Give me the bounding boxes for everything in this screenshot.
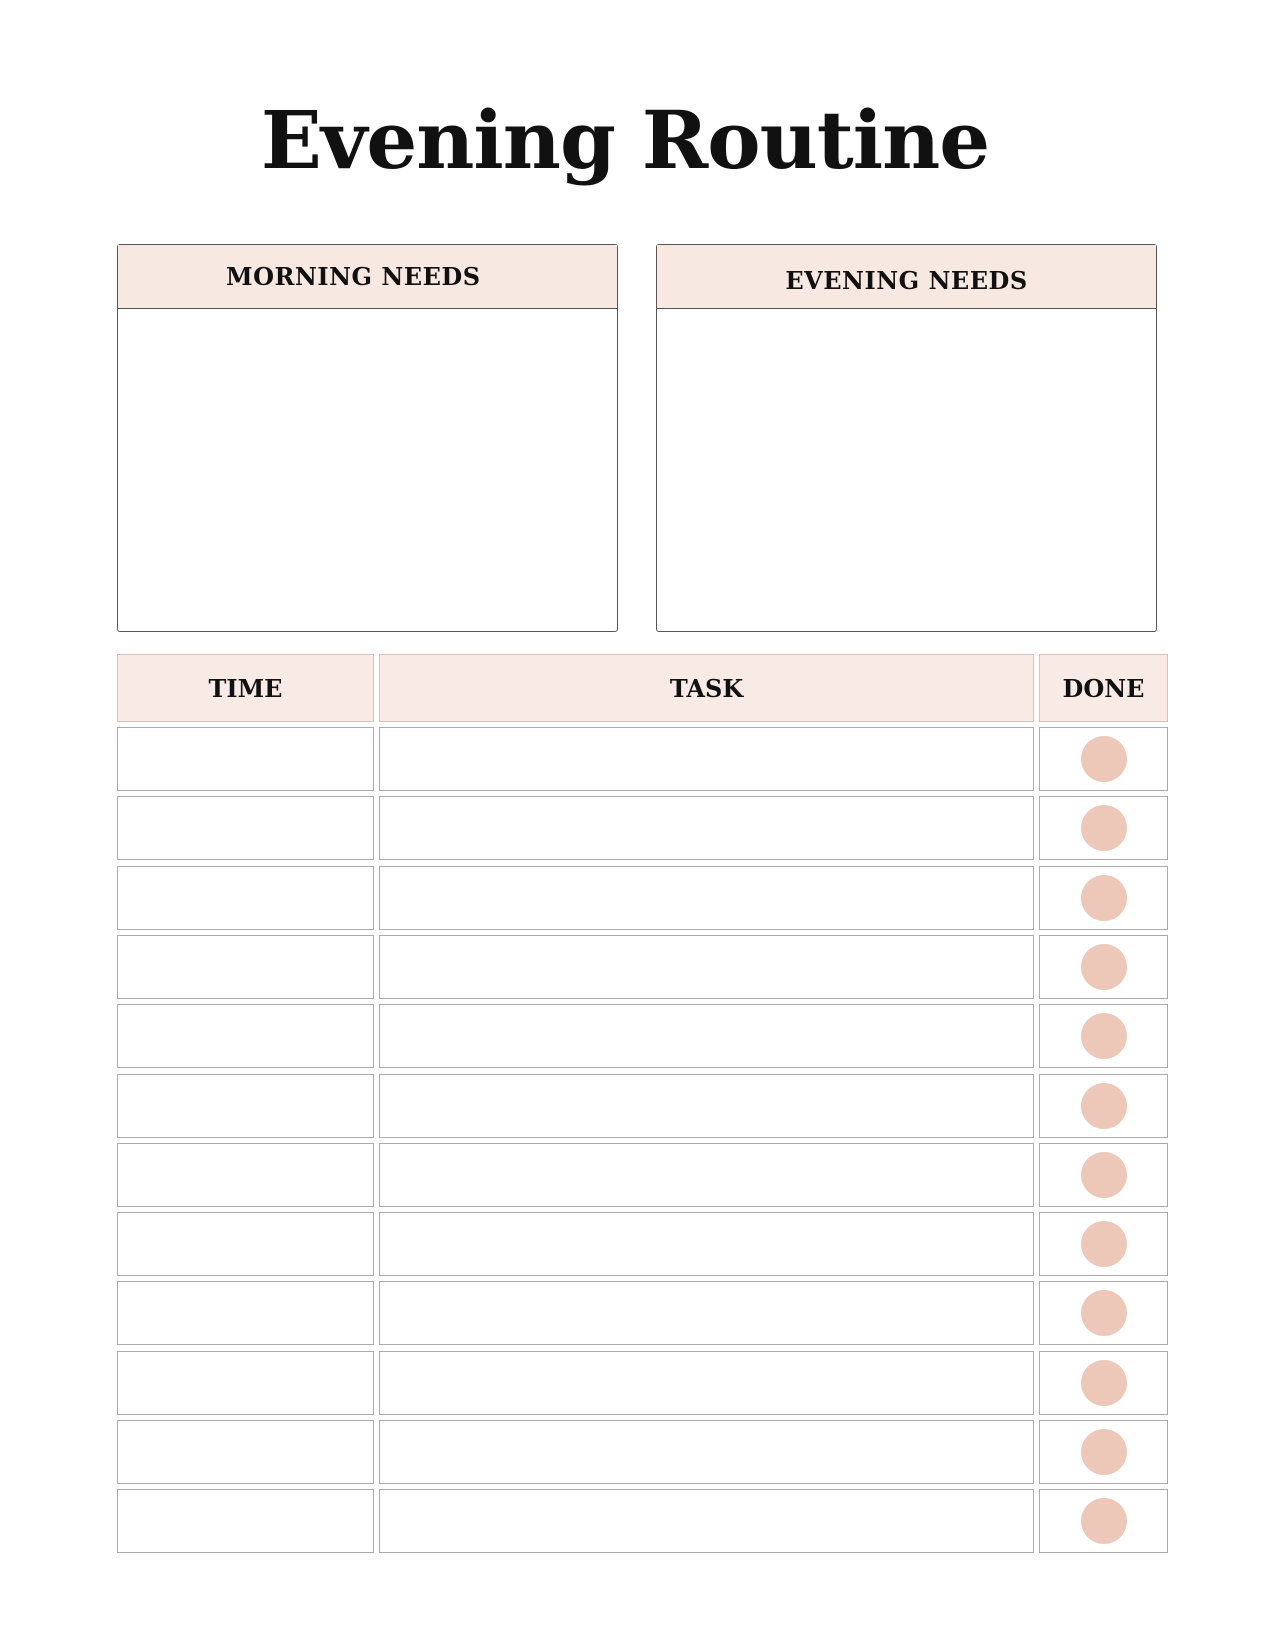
- done-checkbox[interactable]: [1081, 1498, 1127, 1544]
- done-checkbox[interactable]: [1081, 1013, 1127, 1059]
- task-cell[interactable]: [379, 796, 1034, 860]
- done-cell[interactable]: [1039, 727, 1168, 791]
- time-cell[interactable]: [117, 1281, 374, 1345]
- done-cell[interactable]: [1039, 1074, 1168, 1138]
- done-checkbox[interactable]: [1081, 1083, 1127, 1129]
- done-cell[interactable]: [1039, 1420, 1168, 1484]
- done-checkbox[interactable]: [1081, 1152, 1127, 1198]
- done-cell[interactable]: [1039, 1351, 1168, 1415]
- done-cell[interactable]: [1039, 1489, 1168, 1553]
- task-cell[interactable]: [379, 1143, 1034, 1207]
- time-cell[interactable]: [117, 866, 374, 930]
- time-column-header: TIME: [117, 654, 374, 722]
- done-cell[interactable]: [1039, 1281, 1168, 1345]
- morning-needs-box: [117, 244, 618, 632]
- task-cell[interactable]: [379, 1212, 1034, 1276]
- done-checkbox[interactable]: [1081, 1429, 1127, 1475]
- task-cell[interactable]: [379, 866, 1034, 930]
- time-cell[interactable]: [117, 935, 374, 999]
- time-cell[interactable]: [117, 1420, 374, 1484]
- morning-needs-label: MORNING NEEDS: [118, 245, 617, 309]
- time-cell[interactable]: [117, 1351, 374, 1415]
- done-column-header: DONE: [1039, 654, 1168, 722]
- evening-needs-label: EVENING NEEDS: [657, 245, 1156, 309]
- task-cell[interactable]: [379, 1004, 1034, 1068]
- evening-needs-box: [656, 244, 1157, 632]
- task-cell[interactable]: [379, 1074, 1034, 1138]
- done-checkbox[interactable]: [1081, 944, 1127, 990]
- morning-needs-area[interactable]: [118, 309, 617, 631]
- done-cell[interactable]: [1039, 796, 1168, 860]
- done-cell[interactable]: [1039, 935, 1168, 999]
- time-cell[interactable]: [117, 1143, 374, 1207]
- done-cell[interactable]: [1039, 866, 1168, 930]
- done-cell[interactable]: [1039, 1004, 1168, 1068]
- done-checkbox[interactable]: [1081, 736, 1127, 782]
- time-cell[interactable]: [117, 1489, 374, 1553]
- time-cell[interactable]: [117, 796, 374, 860]
- task-cell[interactable]: [379, 935, 1034, 999]
- task-cell[interactable]: [379, 1489, 1034, 1553]
- time-cell[interactable]: [117, 1004, 374, 1068]
- task-cell[interactable]: [379, 1420, 1034, 1484]
- done-cell[interactable]: [1039, 1212, 1168, 1276]
- done-checkbox[interactable]: [1081, 805, 1127, 851]
- done-checkbox[interactable]: [1081, 1290, 1127, 1336]
- page-title: Evening Routine: [260, 93, 990, 187]
- done-checkbox[interactable]: [1081, 875, 1127, 921]
- done-checkbox[interactable]: [1081, 1360, 1127, 1406]
- time-cell[interactable]: [117, 727, 374, 791]
- evening-needs-area[interactable]: [657, 309, 1156, 631]
- task-column-header: TASK: [379, 654, 1034, 722]
- time-cell[interactable]: [117, 1212, 374, 1276]
- task-cell[interactable]: [379, 1351, 1034, 1415]
- task-cell[interactable]: [379, 727, 1034, 791]
- done-cell[interactable]: [1039, 1143, 1168, 1207]
- task-cell[interactable]: [379, 1281, 1034, 1345]
- time-cell[interactable]: [117, 1074, 374, 1138]
- done-checkbox[interactable]: [1081, 1221, 1127, 1267]
